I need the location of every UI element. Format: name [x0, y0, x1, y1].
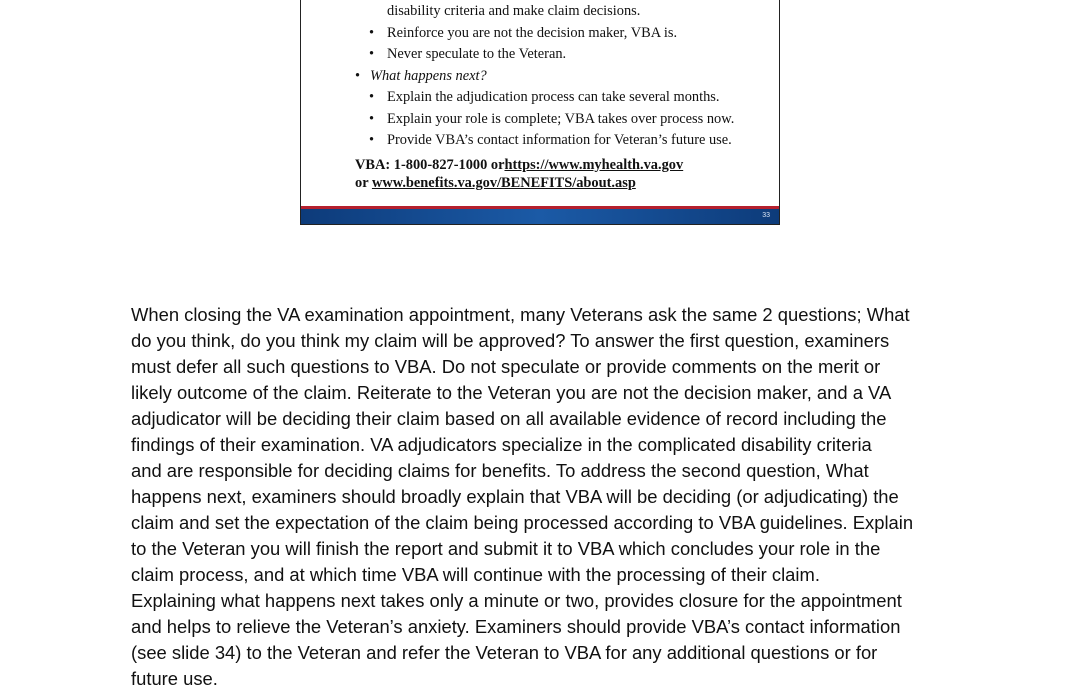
vba-contact-line-2 — [355, 174, 775, 192]
slide-bullet — [355, 66, 775, 88]
notes-line: claim process, and at which time VBA will continue with the processing of their claim. — [131, 564, 820, 585]
myhealth-link[interactable]: https://www.myhealth.va.gov — [504, 156, 684, 173]
benefits-link[interactable]: www.benefits.va.gov/BENEFITS/about.asp — [371, 174, 636, 191]
notes-line: happens next, examiners should broadly explain that VBA will be deciding (or adjudicating) the — [131, 486, 899, 507]
bullet-dot-icon: • — [369, 110, 375, 127]
slide-bullet — [355, 130, 775, 152]
bullet-dot-icon: • — [369, 24, 375, 41]
slide-page-number: 33 — [762, 212, 770, 219]
speaker-notes — [131, 302, 981, 692]
notes-line: Explaining what happens next takes only a minute or two, provides closure for the appointment — [131, 590, 902, 611]
notes-line: must defer all such questions to VBA. Do not speculate or provide comments on the merit or — [131, 356, 881, 377]
slide-bullet — [355, 44, 775, 66]
notes-line: do you think, do you think my claim will be approved? To answer the first question, examiners — [131, 330, 890, 351]
notes-line: findings of their examination. VA adjudicators specialize in the complicated disability criteria — [131, 434, 872, 455]
slide-bullet — [355, 23, 775, 45]
vba-contact-line-1 — [355, 156, 775, 174]
slide-bullet-text: Provide VBA’s contact information for Veteran’s future use. — [387, 132, 732, 148]
notes-line: and helps to relieve the Veteran’s anxiety. Examiners should provide VBA’s contact information — [131, 616, 901, 637]
notes-line: future use. — [131, 668, 218, 689]
slide-bullet-text: disability criteria and make claim decisions. — [387, 3, 641, 19]
bullet-dot-icon: • — [369, 46, 375, 62]
vba-contact-block — [355, 156, 775, 192]
notes-line: to the Veteran you will finish the report and submit it to VBA which concludes your role in the — [131, 538, 881, 559]
slide-bullet — [355, 87, 775, 109]
notes-line: claim and set the expectation of the claim being processed according to VBA guidelines. Explain — [131, 512, 914, 533]
slide-thumbnail — [300, 0, 780, 225]
notes-line: (see slide 34) to the Veteran and refer the Veteran to VBA for any additional questions or for — [131, 642, 878, 663]
slide-footer-bar — [301, 209, 779, 225]
or-text: or — [355, 174, 369, 191]
slide-bullet-text: Explain your role is complete; VBA takes over process now. — [387, 110, 735, 127]
bullet-dot-icon: • — [355, 67, 361, 84]
notes-line: likely outcome of the claim. Reiterate to the Veteran you are not the decision maker, and a VA — [131, 382, 892, 403]
slide-bullet — [355, 1, 775, 23]
vba-phone: VBA: 1-800-827-1000 or — [355, 156, 505, 173]
bullet-dot-icon: • — [369, 132, 375, 148]
notes-line: and are responsible for deciding claims for benefits. To address the second question, What — [131, 460, 869, 481]
slide-body — [355, 1, 775, 192]
notes-line: adjudicator will be deciding their claim based on all available evidence of record including the — [131, 408, 887, 429]
slide-bullet — [355, 109, 775, 131]
slide-bullet-text: Reinforce you are not the decision maker, VBA is. — [387, 24, 678, 41]
slide-bullet-text: What happens next? — [370, 67, 487, 84]
slide-bullet-text: Never speculate to the Veteran. — [387, 46, 567, 62]
slide-bullet-text: Explain the adjudication process can take several months. — [387, 89, 720, 105]
notes-line: When closing the VA examination appointment, many Veterans ask the same 2 questions; What — [131, 304, 910, 325]
bullet-dot-icon: • — [369, 89, 375, 105]
